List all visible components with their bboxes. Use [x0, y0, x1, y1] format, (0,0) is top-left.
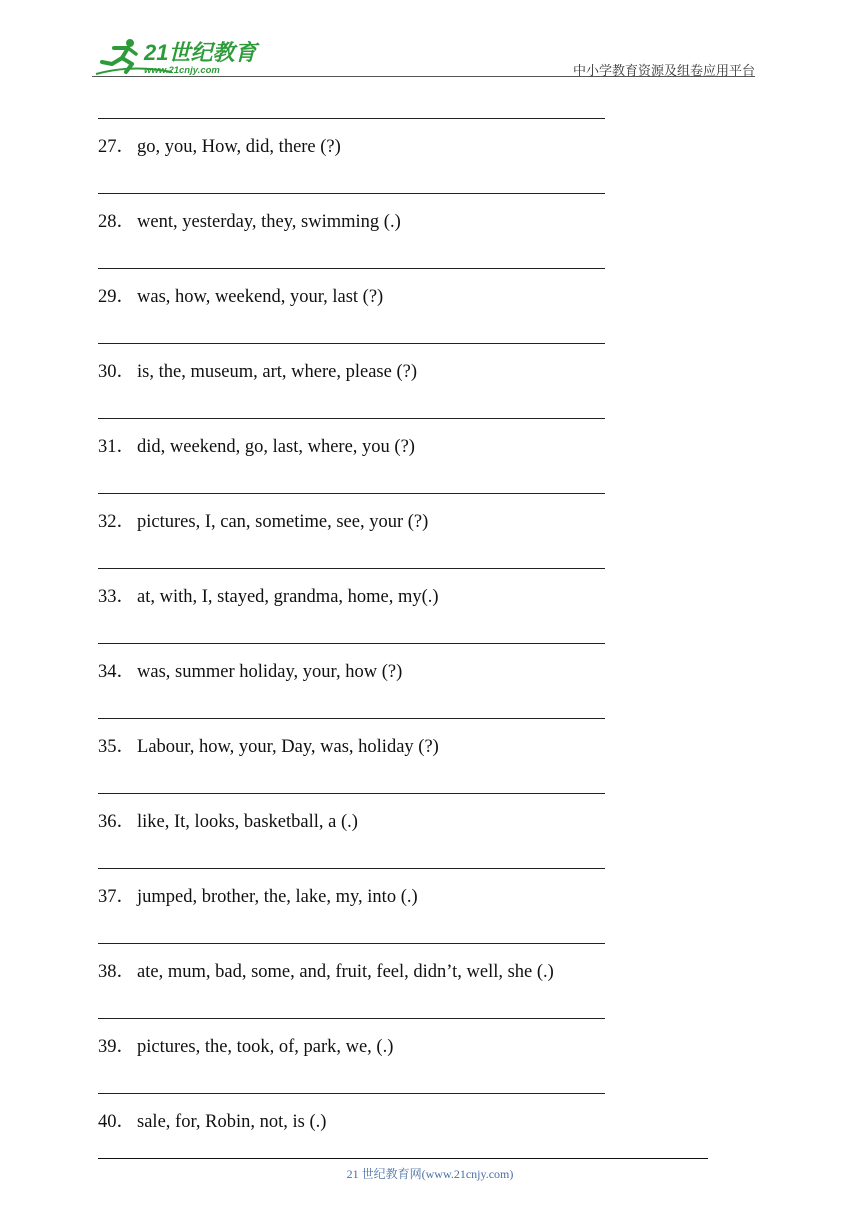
- logo-text: 21世纪教育: [144, 40, 257, 65]
- question-number: 30．: [98, 362, 136, 382]
- question-item: [98, 510, 658, 534]
- header-platform-text: 中小学教育资源及组卷应用平台: [572, 63, 755, 78]
- question-number: 36．: [98, 812, 136, 832]
- question-number: 35．: [98, 737, 136, 757]
- question-item: [98, 960, 658, 984]
- answer-line[interactable]: [98, 418, 605, 419]
- question-number: 34．: [98, 662, 136, 682]
- question-text: is, the, museum, art, where, please (?): [137, 362, 417, 382]
- answer-line[interactable]: [98, 943, 605, 944]
- footer-text: 21 世纪教育网(www.21cnjy.com): [346, 1167, 514, 1181]
- answer-line[interactable]: [98, 643, 605, 644]
- header-divider: [92, 76, 755, 77]
- footer-divider: [98, 1158, 708, 1159]
- question-text: ate, mum, bad, some, and, fruit, feel, didn’t, well, she (.): [137, 962, 554, 982]
- question-text: go, you, How, did, there (?): [137, 137, 341, 157]
- answer-line[interactable]: [98, 343, 605, 344]
- answer-line[interactable]: [98, 493, 605, 494]
- question-text: did, weekend, go, last, where, you (?): [137, 437, 415, 457]
- question-text: was, summer holiday, your, how (?): [137, 662, 403, 682]
- answer-line[interactable]: [98, 1093, 605, 1094]
- question-text: jumped, brother, the, lake, my, into (.): [137, 887, 418, 907]
- question-text: went, yesterday, they, swimming (.): [137, 212, 401, 232]
- question-item: [98, 585, 658, 609]
- question-item: [98, 810, 658, 834]
- question-item: [98, 285, 658, 309]
- question-text: was, how, weekend, your, last (?): [137, 287, 384, 307]
- question-item: [98, 885, 658, 909]
- question-number: 40．: [98, 1112, 136, 1132]
- question-item: [98, 135, 658, 159]
- question-number: 31．: [98, 437, 136, 457]
- question-number: 37．: [98, 887, 136, 907]
- question-number: 33．: [98, 587, 136, 607]
- answer-line[interactable]: [98, 268, 605, 269]
- question-number: 29．: [98, 287, 136, 307]
- question-item: [98, 1110, 658, 1134]
- question-text: pictures, I, can, sometime, see, your (?): [137, 512, 429, 532]
- question-item: [98, 735, 658, 759]
- question-text: sale, for, Robin, not, is (.): [137, 1112, 327, 1132]
- answer-line: [98, 118, 605, 119]
- answer-line[interactable]: [98, 868, 605, 869]
- question-number: 28．: [98, 212, 136, 232]
- 21cnjy-logo: [92, 34, 262, 76]
- question-number: 39．: [98, 1037, 136, 1057]
- answer-line[interactable]: [98, 793, 605, 794]
- question-item: [98, 435, 658, 459]
- question-text: at, with, I, stayed, grandma, home, my(.): [137, 587, 439, 607]
- question-text: like, It, looks, basketball, a (.): [137, 812, 358, 832]
- answer-line[interactable]: [98, 718, 605, 719]
- question-item: [98, 210, 658, 234]
- question-number: 38．: [98, 962, 136, 982]
- question-number: 27．: [98, 137, 136, 157]
- question-list: [98, 104, 658, 1168]
- question-item: [98, 360, 658, 384]
- logo-url: www.21cnjy.com: [144, 65, 220, 76]
- question-item: [98, 660, 658, 684]
- question-number: 32．: [98, 512, 136, 532]
- answer-line[interactable]: [98, 568, 605, 569]
- answer-line[interactable]: [98, 1018, 605, 1019]
- question-text: Labour, how, your, Day, was, holiday (?): [137, 737, 439, 757]
- question-text: pictures, the, took, of, park, we, (.): [137, 1037, 394, 1057]
- question-item: [98, 1035, 658, 1059]
- answer-line[interactable]: [98, 193, 605, 194]
- page-header: [92, 30, 755, 78]
